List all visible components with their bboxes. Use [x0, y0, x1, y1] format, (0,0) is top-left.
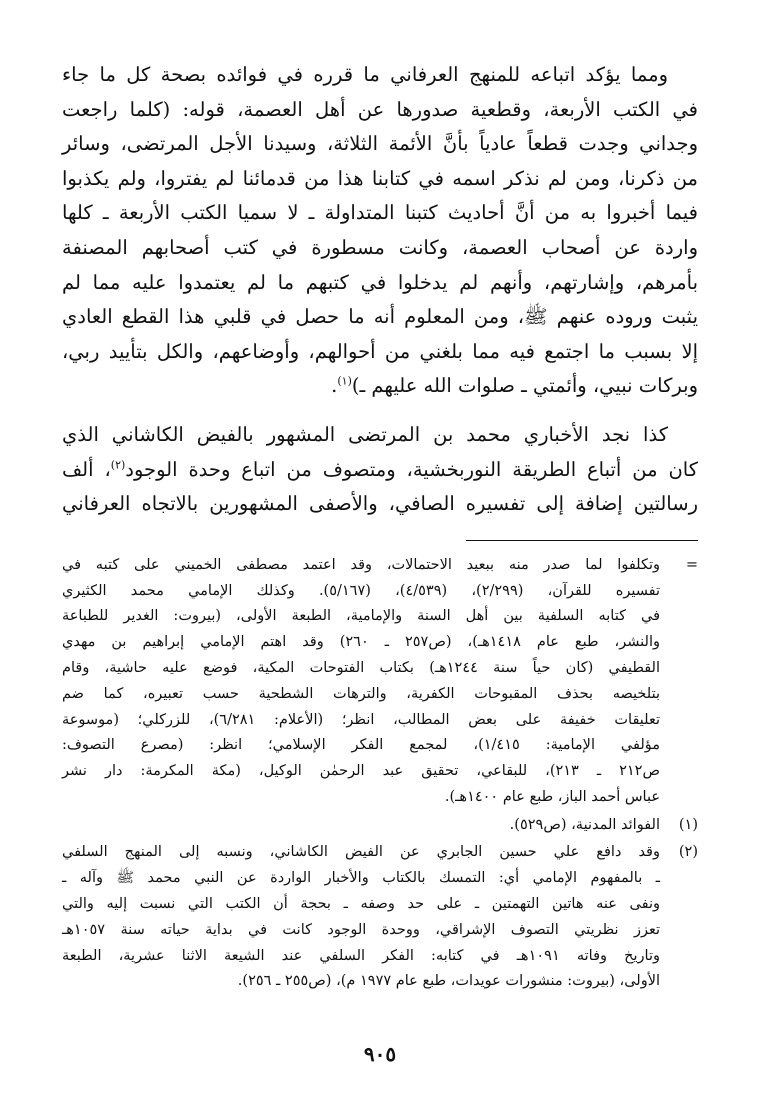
- footnote-line: وتكلفوا لما صدر منه ببعيد الاحتمالات، وقد اعتمد مصطفى الخميني على كتبه في: [62, 556, 660, 573]
- text-line: [62, 453, 698, 488]
- text-line: [62, 369, 698, 404]
- text-line: كذا نجد الأخباري محمد بن المرتضى المشهور بالفيض الكاشاني الذي: [62, 422, 668, 446]
- footnote-line: ص٢١٢ ـ ٢١٣)، للبقاعي، تحقيق عبد الرحمٰن الوكيل، (مكة المكرمة: دار نشر: [62, 763, 660, 780]
- footnote-ref-2[interactable]: (٢): [110, 458, 126, 472]
- footnote-line: وقد دافع علي حسين الجابري عن الفيض الكاشاني، ونسبه إلى المنهج السلفي: [62, 844, 660, 861]
- footnote-line: تعليقات خفيفة على بعض المطالب، انظر؛ (الأعلام: ٦/٢٨١)، للزركلي؛ (موسوعة: [62, 711, 660, 728]
- footnote-2: [62, 840, 698, 995]
- text-segment: ، ألف: [62, 457, 111, 481]
- footnote-line: وتاريخ وفاته ١٠٩١هـ في كتابه: الفكر السلفي عند الشيعة الاثنا عشرية، الطبعة: [62, 947, 660, 964]
- text-line: في الكتب الأربعة، وقطعية صدورها عن أهل العصمة، قوله: (كلما راجعت: [62, 97, 698, 121]
- text-line: يثبت وروده عنهم ﷺ، ومن المعلوم أنه ما حصل في قلبي هذا القطع العادي: [62, 305, 698, 329]
- footnote-marker: (١): [678, 816, 698, 833]
- footnotes-section: [62, 553, 698, 996]
- footnote-line: القطيفي (كان حياً سنة ١٢٤٤هـ) بكتاب الفتوحات المكية، فوضع عليه حاشية، وقام: [62, 659, 661, 676]
- text-line: واردة عن أصحاب العصمة، وكانت مسطورة في كتب أصحابهم المصنفة: [62, 235, 698, 259]
- text-line: إلا بسبب ما اجتمع فيه مما بلغني من أحوالهم، وأوضاعهم، والكل بتأييد ربي،: [62, 339, 698, 363]
- footnote-line: الأولى، (بيروت: منشورات عويدات، طبع عام ١٩٧٧ م)، (ص٢٥٥ ـ ٢٥٦).: [237, 973, 660, 990]
- footnote-divider: [466, 540, 698, 541]
- footnote-line: والنشر، طبع عام ١٤١٨هـ)، (ص٢٥٧ ـ ٢٦٠) وقد اهتم الإمامي إبراهيم بن مهدي: [62, 634, 660, 651]
- footnote-line: ـ بالمفهوم الإمامي أي: التمسك بالكتاب والأخبار الواردة عن النبي محمد ﷺ وآله ـ: [62, 870, 660, 887]
- text-line: وجداني وجدت قطعاً عادياً بأنَّ الأئمة الثلاثة، وسيدنا الأجل المرتضى، وسائر: [62, 132, 698, 156]
- footnote-line: ونفى عنه هاتين التهمتين ـ على حد وصفه ـ بحجة أن الكتب التي نسبت إليه والتي: [62, 896, 660, 913]
- text-line: رسالتين إضافة إلى تفسيره الصافي، والأصفى المشهورين بالاتجاه العرفاني: [62, 492, 698, 516]
- footnote-line: عباس أحمد الباز، طبع عام ١٤٠٠هـ).: [444, 788, 660, 805]
- footnote-marker: =: [685, 556, 698, 573]
- text-line: من ذكرنا، ومن لم نذكر اسمه في كتابنا هذا من قدمائنا لم يفتروا، ولم يكذبوا: [62, 166, 698, 190]
- paragraph-2: [62, 418, 698, 522]
- text-line: فيما أخبروا به من أنَّ أحاديث كتبنا المتداولة ـ لا سميا الكتب الأربعة ـ كلها: [62, 201, 698, 225]
- footnote-continued: [62, 553, 698, 811]
- footnote-line: الفوائد المدنية، (ص٥٢٩).: [509, 816, 660, 833]
- page-number: ٩٠٥: [363, 1042, 397, 1066]
- paragraph-1: [62, 58, 698, 404]
- footnote-ref-1[interactable]: (١): [337, 374, 352, 388]
- footnote-marker: (٢): [678, 844, 698, 861]
- footnote-line: بتلخيصه بحذف المقبوحات الكفرية، والترهات الشطحية حسب تعبيره، كما ضم: [62, 685, 660, 702]
- text-segment: .: [331, 374, 338, 398]
- text-segment: كان من أتباع الطريقة النوربخشية، ومتصوف من اتباع وحدة الوجود: [125, 457, 698, 481]
- footnote-1: [62, 813, 698, 839]
- footnote-line: في كتابه السلفية بين أهل السنة والإمامية، الطبعة الأولى، (بيروت: الغدير للطباعة: [62, 608, 660, 625]
- book-page: [62, 58, 698, 1068]
- text-segment: وبركات نبيي، وأئمتي ـ صلوات الله عليهم ـ): [351, 374, 698, 398]
- text-line: ومما يؤكد اتباعه للمنهج العرفاني ما قرره في فوائده بصحة كل ما جاء: [62, 63, 668, 86]
- main-text: [62, 58, 698, 522]
- footnote-line: تفسيره للقرآن، (٢/٢٩٩)، (٤/٥٣٩)، (٥/١٦٧). وكذلك الإمامي محمد الكثيري: [62, 582, 661, 599]
- text-line: بأمرهم، وإشارتهم، وأنهم لم يدخلوا في كتبهم ما لم يعتمدوا عليه مما لم: [62, 270, 698, 294]
- footnote-line: تعزز نظريتي التصوف الإشراقي، ووحدة الوجود كانت في بداية حياته سنة ١٠٥٧هـ: [62, 921, 660, 938]
- footnote-line: مؤلفي الإمامية: ١/٤١٥)، لمجمع الفكر الإسلامي؛ انظر: (مصرع التصوف:: [62, 737, 660, 754]
